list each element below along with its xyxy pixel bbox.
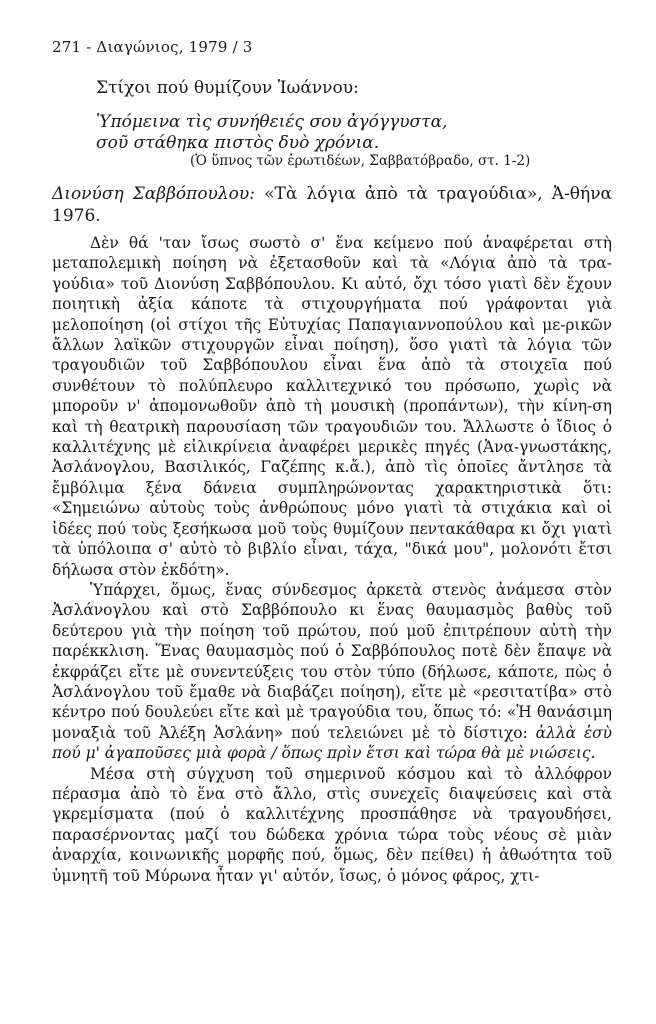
reference-title: «Τὰ λόγια ἀπὸ τὰ τραγούδια», Ἀ-θήνα 1976. xyxy=(52,184,613,226)
epigraph-intro: Στίχοι πού θυμίζουν Ἰωάννου: xyxy=(96,78,359,98)
epigraph-line-2: σοῦ στάθηκα πιστὸς δυὸ χρόνια. xyxy=(96,133,380,153)
paragraph-1: Δὲν θά 'ταν ἴσως σωστὸ σ' ἕνα κείμενο πού ἀναφέρεται στὴ μεταπολεμικὴ ποίηση νὰ ἐξετασθοῦν καὶ τὰ «Λόγια ἀπὸ τὰ τρα-γούδια» τοῦ Διονύση Σαββόπουλου. Κι αὐτό, ὄχι τόσο γιατὶ δὲν ἔχουν ποιητικὴ ἀξία κάποτε τὰ στιχουργήματα πού γράφονται γιὰ μελοποίηση (οἱ στίχοι τῆς Εὐτυχίας Παπαγιαννοπούλου καὶ με-ρικῶν ἄλλων λαϊκῶν στιχουργῶν εἶναι ποίηση), ὅσο γιατὶ τὰ λόγια τῶν τραγουδιῶν τοῦ Σαββόπουλου εἶναι ἕνα ἀπὸ τὰ στοιχεῖα πού συνθέτουν τὸ πολύπλευρο καλλιτεχνικό του πρόσωπο, χωρὶς νὰ μποροῦν ν' ἀπομονωθοῦν ἀπὸ τὴ μουσικὴ (προπάντων), τὴν κίνη-ση καὶ τὴ θεατρικὴ παρουσίαση τῶν τραγουδιῶν του. Ἄλλωστε ὁ ἴδιος ὁ καλλιτέχνης μὲ εἰλικρίνεια ἀναφέρει μερικὲς πηγές (Ἀνα-γνωστάκης, Ἀσλάνογλου, Βασιλικός, Γαζέπης κ.ἄ.), ἀπὸ τὶς ὁποῖες ἄντλησε τὰ ἔμβόλιμα ξένα δάνεια συμπληρώνοντας χαρακτηριστικὰ ὅτι: «Σημειώνω αὐτοὺς τοὺς ἀνθρώπους μόνο γιατὶ τὰ στιχάκια καὶ οἱ ἰδέες πού τοὺς ξεσήκωσα μοῦ τοὺς θυμίζουν πεντακάθαρα κι ὄχι γιατὶ τὰ ὑπόλοιπα σ' αὐτὸ τὸ βιβλίο εἶναι, τάχα, "δικά μου", μολονότι ἔτσι δήλωσα στὸν ἐκδότη». xyxy=(52,234,612,579)
article-body xyxy=(52,233,612,886)
paragraph-2-text: Ὑπάρχει, ὅμως, ἕνας σύνδεσμος ἀρκετὰ στενὸς ἀνάμεσα στὸν Ἀσλάνογλου καὶ στὸ Σαββόπουλο κι ἕνας θαυμασμὸς βαθὺς τοῦ δεύτερου γιὰ τὴν ποίηση τοῦ πρώτου, πού μοῦ ἐπιτρέπουν αὐτὴ τὴν παρέκκλιση. Ἕνας θαυμασμὸς πού ὁ Σαββόπουλος ποτὲ δὲν ἔπαψε νὰ ἐκφράζει εἴτε μὲ συνεντεύξεις του στὸν τύπο (δήλωσε, κάποτε, πὼς ὁ Ἀσλάνογλου τοῦ ἔμαθε νὰ διαβάζει ποίηση), εἴτε μὲ «ρεσιτατίβα» στὸ κέντρο πού δουλεύει εἴτε καὶ μὲ τραγούδια του, ὅπως τό: «Ἡ θανάσιμη μοναξιὰ τοῦ Ἀλέξη Ἀσλάνη» πού τελειώνει μὲ τὸ δίστιχο: xyxy=(52,580,612,742)
book-reference xyxy=(52,183,612,227)
paragraph-3: Μέσα στὴ σύγχυση τοῦ σημερινοῦ κόσμου καὶ τὸ ἀλλόφρον πέρασμα ἀπὸ τὸ ἕνα στὸ ἄλλο, στὶς συνεχεῖς διαψεύσεις καὶ στὰ γκρεμίσματα (πού ὁ καλλιτέχνης προσπάθησε νὰ τραγουδήσει, παρασέρνοντας μαζί του δώδεκα χρόνια τώρα τοὺς νέους σὲ μιὰν ἀναρχία, κοινωνικῆς μορφῆς πού, ὅμως, δὲν πείθει) ἡ ἀθωότητα τοῦ ὑμνητῆ τοῦ Μύρωνα ἦταν γι' αὐτόν, ἴσως, ὁ μόνος φάρος, χτι- xyxy=(52,764,612,885)
running-head: 271 - Διαγώνιος, 1979 / 3 xyxy=(52,38,253,56)
epigraph-verse xyxy=(96,112,447,154)
epigraph-line-1: Ὑπόμεινα τὶς συνήθειές σου ἀγόγγυστα, xyxy=(96,112,448,132)
paragraph-2 xyxy=(52,580,612,764)
reference-author: Διονύση Σαββόπουλου: xyxy=(52,184,255,204)
quoted-couplet: ἀλλὰ ἐσὺ πού μ' ἀγαποῦσες μιὰ φορὰ / ὅπως πρὶν ἔτσι καὶ τώρα θὰ μὲ νιώσεις. xyxy=(52,723,613,763)
epigraph-source: (Ὁ ὕπνος τῶν ἐρωτιδέων, Σαββατόβραδο, στ. 1-2) xyxy=(190,153,531,169)
